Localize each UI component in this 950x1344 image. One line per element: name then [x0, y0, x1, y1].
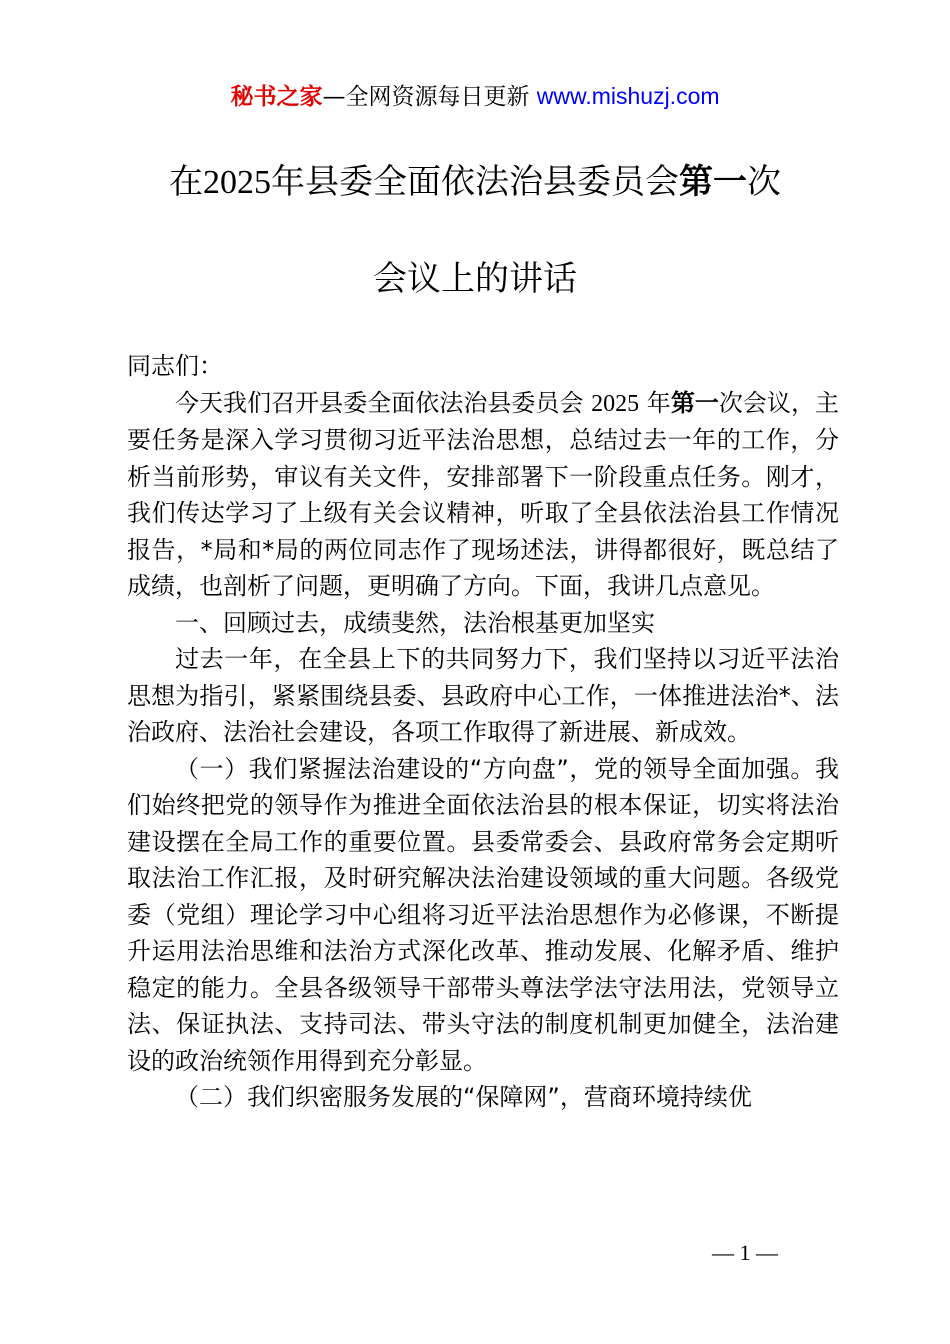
paragraph-item-2: （二）我们织密服务发展的“保障网”，营商环境持续优	[175, 1083, 752, 1111]
title-year: 2025	[203, 164, 271, 201]
title-text: 在	[169, 162, 203, 202]
paragraph-text: 今天我们召开县委全面依法治县委员会	[175, 388, 592, 417]
title-emphasis: 第一	[679, 162, 747, 202]
page-number: — 1 —	[712, 1240, 778, 1265]
title-text: 次	[747, 162, 781, 202]
paragraph-text: 年	[639, 388, 671, 417]
paragraph-year: 2025	[591, 390, 640, 417]
paragraph-emphasis: 第一	[670, 388, 719, 417]
title-text: 年县委全面依法治县委员会	[271, 162, 679, 202]
site-url-link[interactable]: www.mishuzj.com	[536, 83, 720, 109]
site-brand-name: 秘书之家	[230, 84, 323, 110]
paragraph-item-1: （一）我们紧握法治建设的“方向盘”，党的领导全面加强。我们始终把党的领导作为推进全面依法治县的根本保证，切实将法治建设摆在全局工作的重要位置。县委常委会、县政府常务会定期听取法治工作汇报，及时研究解决法治建设领域的重大问题。各级党委（党组）理论学习中心组将习近平法治思想作为必修课，不断提升运用法治思维和法治方式深化改革、推动发展、化解矛盾、维护稳定的能力。全县各级领导干部带头尊法学法守法用法，党领导立法、保证执法、支持司法、带头守法的制度机制更加健全，法治建设的政治统领作用得到充分彰显。	[127, 754, 839, 1075]
paragraph-intro	[127, 385, 839, 605]
paragraph-text: 次会议，主要任务是深入学习贯彻习近平法治思想，总结过去一年的工作，分析当前形势，审议有关文件，安排部署下一阶段重点任务。刚才，我们传达学习了上级有关会议精神，听取了全县依法治县工作情况报告，*局和*局的两位同志作了现场述法，讲得都很好，既总结了成绩，也剖析了问题，更明确了方向。下面，我讲几点意见。	[127, 388, 839, 600]
site-tagline: —全网资源每日更新	[322, 84, 537, 110]
salutation: 同志们：	[127, 352, 223, 380]
site-header-banner	[0, 80, 950, 113]
document-body	[127, 348, 839, 1116]
paragraph-review: 过去一年，在全县上下的共同努力下，我们坚持以习近平法治思想为指引，紧紧围绕县委、县政府中心工作，一体推进法治*、法治政府、法治社会建设，各项工作取得了新进展、新成效。	[127, 645, 839, 746]
document-title-line-2: 会议上的讲话	[373, 259, 577, 299]
document-title-line-1	[0, 162, 950, 203]
section-heading-1: 一、回顾过去，成绩斐然，法治根基更加坚实	[175, 608, 655, 637]
